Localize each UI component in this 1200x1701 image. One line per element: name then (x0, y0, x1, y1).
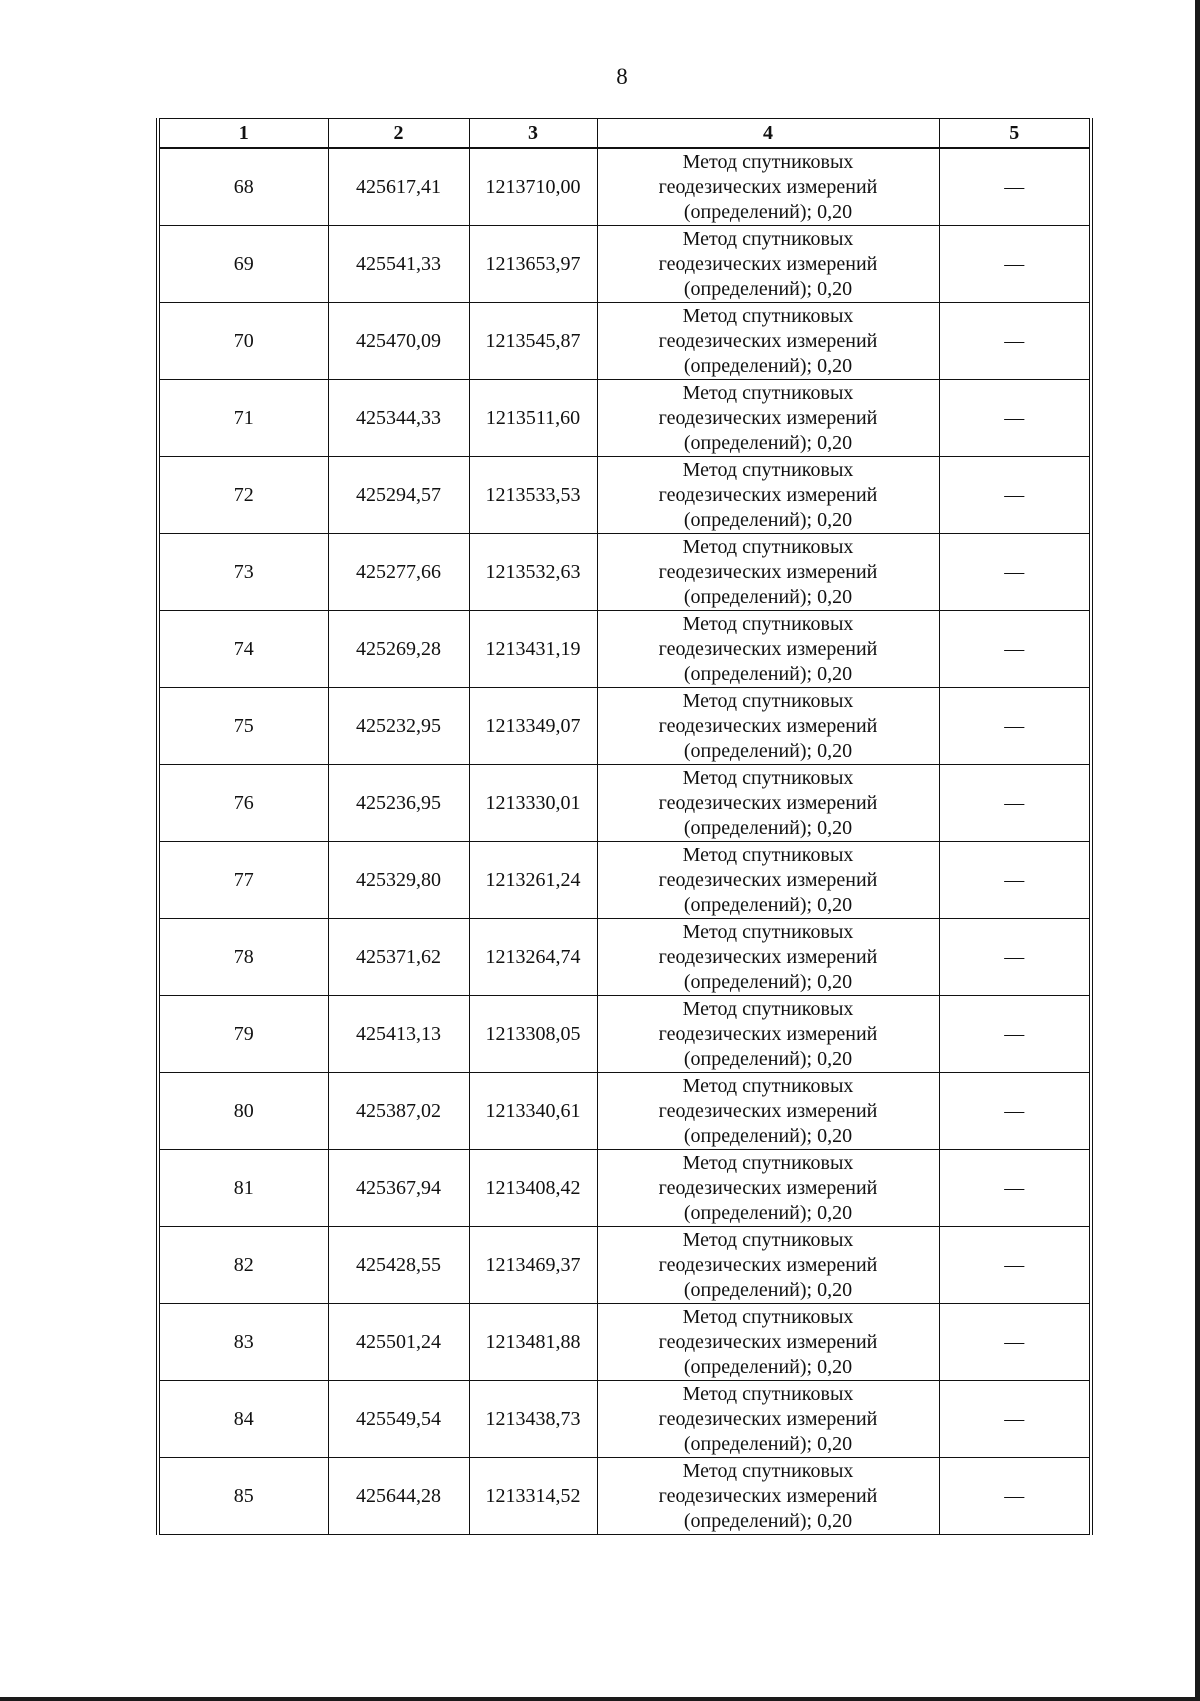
method-cell (597, 148, 939, 226)
method-text-line: геодезических измерений (658, 1176, 878, 1199)
table-row (158, 688, 1091, 765)
note-cell: — (939, 611, 1091, 688)
note-cell: — (939, 1381, 1091, 1458)
scan-edge-right (1195, 0, 1200, 1701)
note-cell: — (939, 842, 1091, 919)
method-text-line: (определений); 0,20 (683, 200, 853, 223)
table-row (158, 1304, 1091, 1381)
method-text-line: Метод спутниковых (682, 1382, 854, 1405)
y-coordinate-cell: 1213314,52 (469, 1458, 597, 1535)
table-row (158, 534, 1091, 611)
note-cell: — (939, 1073, 1091, 1150)
method-text-line: (определений); 0,20 (683, 739, 853, 762)
y-coordinate-cell: 1213532,63 (469, 534, 597, 611)
method-text-line: геодезических измерений (658, 868, 878, 891)
note-cell: — (939, 1304, 1091, 1381)
method-text-line: Метод спутниковых (682, 535, 854, 558)
method-text-line: (определений); 0,20 (683, 970, 853, 993)
x-coordinate-cell: 425329,80 (328, 842, 469, 919)
column-header-5: 5 (939, 119, 1091, 149)
note-cell: — (939, 688, 1091, 765)
method-text-line: (определений); 0,20 (683, 277, 853, 300)
method-text-line: Метод спутниковых (682, 997, 854, 1020)
method-text-line: геодезических измерений (658, 1407, 878, 1430)
point-number-cell: 78 (158, 919, 328, 996)
method-cell (597, 611, 939, 688)
method-text-line: геодезических измерений (658, 175, 878, 198)
y-coordinate-cell: 1213653,97 (469, 226, 597, 303)
column-header-3: 3 (469, 119, 597, 149)
method-text-line: (определений); 0,20 (683, 508, 853, 531)
method-cell (597, 1150, 939, 1227)
method-text-line: геодезических измерений (658, 945, 878, 968)
method-text-line: Метод спутниковых (682, 766, 854, 789)
note-cell: — (939, 457, 1091, 534)
method-cell (597, 842, 939, 919)
table-row (158, 919, 1091, 996)
note-cell: — (939, 1150, 1091, 1227)
method-text-line: Метод спутниковых (682, 458, 854, 481)
method-text-line: (определений); 0,20 (683, 1201, 853, 1224)
point-number-cell: 83 (158, 1304, 328, 1381)
method-text-line: Метод спутниковых (682, 612, 854, 635)
x-coordinate-cell: 425387,02 (328, 1073, 469, 1150)
point-number-cell: 82 (158, 1227, 328, 1304)
note-cell: — (939, 148, 1091, 226)
method-text-line: (определений); 0,20 (683, 893, 853, 916)
table-row (158, 611, 1091, 688)
point-number-cell: 77 (158, 842, 328, 919)
method-text-line: Метод спутниковых (682, 1228, 854, 1251)
method-text-line: геодезических измерений (658, 714, 878, 737)
y-coordinate-cell: 1213340,61 (469, 1073, 597, 1150)
table-row (158, 1458, 1091, 1535)
method-text-line: геодезических измерений (658, 791, 878, 814)
x-coordinate-cell: 425413,13 (328, 996, 469, 1073)
method-text-line: Метод спутниковых (682, 920, 854, 943)
method-text-line: Метод спутниковых (682, 843, 854, 866)
y-coordinate-cell: 1213261,24 (469, 842, 597, 919)
x-coordinate-cell: 425344,33 (328, 380, 469, 457)
method-cell (597, 1458, 939, 1535)
table-row (158, 303, 1091, 380)
note-cell: — (939, 1458, 1091, 1535)
method-cell (597, 688, 939, 765)
column-header-1: 1 (158, 119, 328, 149)
note-cell: — (939, 919, 1091, 996)
table-row (158, 457, 1091, 534)
y-coordinate-cell: 1213308,05 (469, 996, 597, 1073)
method-cell (597, 380, 939, 457)
method-cell (597, 1073, 939, 1150)
method-text-line: Метод спутниковых (682, 381, 854, 404)
method-text-line: Метод спутниковых (682, 1074, 854, 1097)
method-cell (597, 303, 939, 380)
x-coordinate-cell: 425549,54 (328, 1381, 469, 1458)
method-text-line: Метод спутниковых (682, 150, 854, 173)
method-cell (597, 1381, 939, 1458)
note-cell: — (939, 226, 1091, 303)
x-coordinate-cell: 425617,41 (328, 148, 469, 226)
y-coordinate-cell: 1213481,88 (469, 1304, 597, 1381)
method-text-line: (определений); 0,20 (683, 354, 853, 377)
table-row (158, 226, 1091, 303)
x-coordinate-cell: 425501,24 (328, 1304, 469, 1381)
method-text-line: геодезических измерений (658, 1330, 878, 1353)
y-coordinate-cell: 1213710,00 (469, 148, 597, 226)
method-text-line: Метод спутниковых (682, 689, 854, 712)
y-coordinate-cell: 1213511,60 (469, 380, 597, 457)
y-coordinate-cell: 1213330,01 (469, 765, 597, 842)
method-text-line: (определений); 0,20 (683, 1047, 853, 1070)
table-row (158, 1073, 1091, 1150)
table-row (158, 1381, 1091, 1458)
method-text-line: геодезических измерений (658, 483, 878, 506)
method-text-line: геодезических измерений (658, 1099, 878, 1122)
point-number-cell: 72 (158, 457, 328, 534)
note-cell: — (939, 996, 1091, 1073)
method-text-line: Метод спутниковых (682, 1305, 854, 1328)
x-coordinate-cell: 425367,94 (328, 1150, 469, 1227)
y-coordinate-cell: 1213545,87 (469, 303, 597, 380)
y-coordinate-cell: 1213349,07 (469, 688, 597, 765)
method-text-line: геодезических измерений (658, 329, 878, 352)
method-text-line: геодезических измерений (658, 1253, 878, 1276)
x-coordinate-cell: 425428,55 (328, 1227, 469, 1304)
method-text-line: (определений); 0,20 (683, 585, 853, 608)
method-cell (597, 765, 939, 842)
note-cell: — (939, 1227, 1091, 1304)
method-text-line: Метод спутниковых (682, 227, 854, 250)
point-number-cell: 69 (158, 226, 328, 303)
point-number-cell: 76 (158, 765, 328, 842)
method-cell (597, 1304, 939, 1381)
method-text-line: Метод спутниковых (682, 1151, 854, 1174)
point-number-cell: 73 (158, 534, 328, 611)
y-coordinate-cell: 1213469,37 (469, 1227, 597, 1304)
method-text-line: геодезических измерений (658, 1484, 878, 1507)
table-row (158, 765, 1091, 842)
method-text-line: (определений); 0,20 (683, 431, 853, 454)
method-cell (597, 534, 939, 611)
point-number-cell: 81 (158, 1150, 328, 1227)
table-header-row (158, 119, 1091, 149)
note-cell: — (939, 303, 1091, 380)
method-text-line: Метод спутниковых (682, 304, 854, 327)
x-coordinate-cell: 425277,66 (328, 534, 469, 611)
scan-edge-bottom (0, 1697, 1200, 1701)
method-text-line: (определений); 0,20 (683, 1355, 853, 1378)
x-coordinate-cell: 425371,62 (328, 919, 469, 996)
note-cell: — (939, 765, 1091, 842)
point-number-cell: 80 (158, 1073, 328, 1150)
table-row (158, 996, 1091, 1073)
method-text-line: (определений); 0,20 (683, 1278, 853, 1301)
method-text-line: геодезических измерений (658, 1022, 878, 1045)
point-number-cell: 70 (158, 303, 328, 380)
table-row (158, 1150, 1091, 1227)
y-coordinate-cell: 1213431,19 (469, 611, 597, 688)
x-coordinate-cell: 425644,28 (328, 1458, 469, 1535)
method-text-line: геодезических измерений (658, 406, 878, 429)
method-text-line: геодезических измерений (658, 637, 878, 660)
point-number-cell: 85 (158, 1458, 328, 1535)
coordinates-table (156, 118, 1093, 1535)
method-text-line: геодезических измерений (658, 560, 878, 583)
method-cell (597, 996, 939, 1073)
point-number-cell: 68 (158, 148, 328, 226)
table-row (158, 380, 1091, 457)
note-cell: — (939, 380, 1091, 457)
point-number-cell: 74 (158, 611, 328, 688)
y-coordinate-cell: 1213264,74 (469, 919, 597, 996)
method-cell (597, 1227, 939, 1304)
page-number: 8 (616, 64, 628, 89)
y-coordinate-cell: 1213408,42 (469, 1150, 597, 1227)
x-coordinate-cell: 425541,33 (328, 226, 469, 303)
y-coordinate-cell: 1213438,73 (469, 1381, 597, 1458)
table-row (158, 842, 1091, 919)
point-number-cell: 79 (158, 996, 328, 1073)
y-coordinate-cell: 1213533,53 (469, 457, 597, 534)
point-number-cell: 84 (158, 1381, 328, 1458)
method-cell (597, 457, 939, 534)
x-coordinate-cell: 425232,95 (328, 688, 469, 765)
method-text-line: (определений); 0,20 (683, 816, 853, 839)
table-row (158, 1227, 1091, 1304)
table-row (158, 148, 1091, 226)
column-header-4: 4 (597, 119, 939, 149)
x-coordinate-cell: 425294,57 (328, 457, 469, 534)
method-text-line: Метод спутниковых (682, 1459, 854, 1482)
method-text-line: (определений); 0,20 (683, 1124, 853, 1147)
column-header-2: 2 (328, 119, 469, 149)
method-cell (597, 919, 939, 996)
x-coordinate-cell: 425236,95 (328, 765, 469, 842)
note-cell: — (939, 534, 1091, 611)
method-text-line: (определений); 0,20 (683, 662, 853, 685)
method-cell (597, 226, 939, 303)
method-text-line: (определений); 0,20 (683, 1509, 853, 1532)
x-coordinate-cell: 425269,28 (328, 611, 469, 688)
method-text-line: (определений); 0,20 (683, 1432, 853, 1455)
table-body (158, 148, 1091, 1535)
point-number-cell: 71 (158, 380, 328, 457)
point-number-cell: 75 (158, 688, 328, 765)
x-coordinate-cell: 425470,09 (328, 303, 469, 380)
method-text-line: геодезических измерений (658, 252, 878, 275)
